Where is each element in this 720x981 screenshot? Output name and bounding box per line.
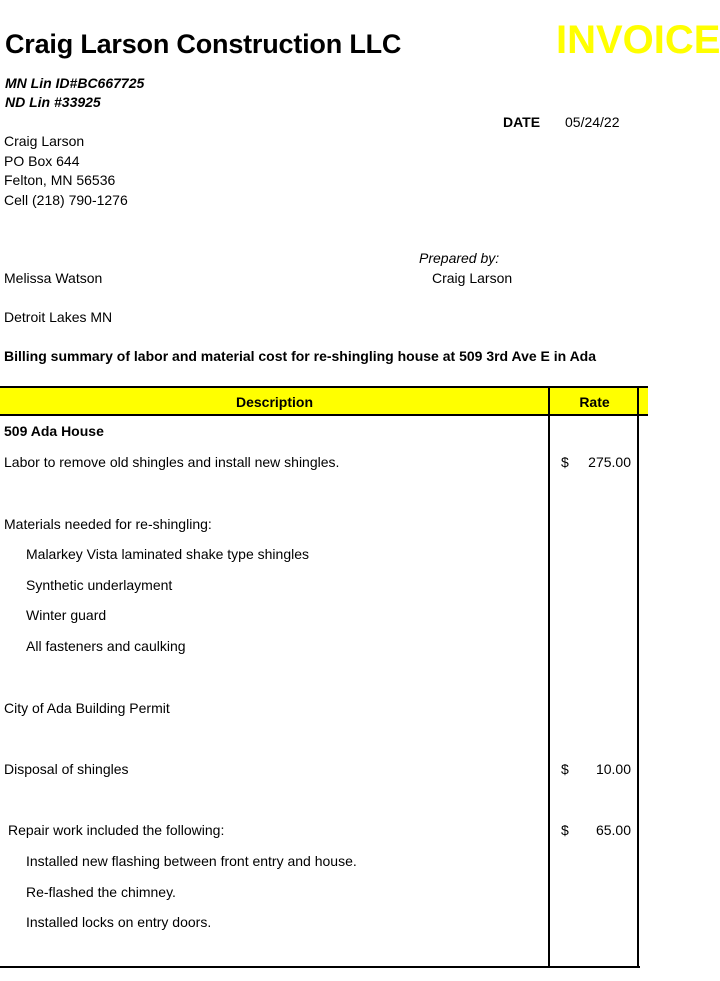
table-row: City of Ada Building Permit bbox=[4, 700, 170, 716]
prepared-by-label: Prepared by: bbox=[419, 250, 500, 266]
header-rate: Rate bbox=[579, 394, 610, 410]
table-row: Disposal of shingles bbox=[4, 761, 129, 777]
table-bottom-border bbox=[0, 966, 640, 968]
table-row: Installed locks on entry doors. bbox=[26, 914, 212, 930]
license-nd: ND Lin #33925 bbox=[5, 94, 101, 110]
table-row: Labor to remove old shingles and install new shingles. bbox=[4, 454, 340, 470]
table-row: Malarkey Vista laminated shake type shingles bbox=[26, 546, 310, 562]
date-value: 05/24/22 bbox=[565, 114, 620, 130]
table-row: Synthetic underlayment bbox=[26, 577, 173, 593]
table-row: Re-flashed the chimney. bbox=[26, 884, 176, 900]
billing-summary: Billing summary of labor and material cost for re-shingling house at 509 3rd Ave E in Ada bbox=[4, 348, 597, 364]
contractor-city: Felton, MN 56536 bbox=[4, 172, 116, 188]
table-header bbox=[0, 386, 648, 416]
table-row: 509 Ada House bbox=[4, 423, 104, 439]
column-divider bbox=[548, 386, 550, 968]
currency-symbol: $ bbox=[561, 822, 569, 838]
contractor-phone: Cell (218) 790-1276 bbox=[4, 192, 128, 208]
invoice-table bbox=[0, 386, 648, 969]
table-row: Materials needed for re-shingling: bbox=[4, 516, 212, 532]
header-description: Description bbox=[235, 394, 313, 410]
rate-amount: 65.00 bbox=[595, 822, 631, 838]
rate-amount: 10.00 bbox=[595, 761, 631, 777]
contractor-po-box: PO Box 644 bbox=[4, 153, 80, 169]
column-divider bbox=[637, 386, 639, 968]
invoice-title: INVOICE bbox=[556, 18, 720, 62]
currency-symbol: $ bbox=[561, 761, 569, 777]
license-mn: MN Lin ID#BC667725 bbox=[5, 75, 145, 91]
client-name: Melissa Watson bbox=[4, 270, 103, 286]
table-row: Winter guard bbox=[26, 607, 107, 623]
client-location: Detroit Lakes MN bbox=[4, 309, 113, 325]
table-row: Repair work included the following: bbox=[8, 822, 225, 838]
prepared-by-name: Craig Larson bbox=[432, 270, 513, 286]
currency-symbol: $ bbox=[561, 454, 569, 470]
company-name: Craig Larson Construction LLC bbox=[5, 29, 402, 59]
table-row: All fasteners and caulking bbox=[26, 638, 186, 654]
contractor-name: Craig Larson bbox=[4, 133, 85, 149]
table-row: Installed new flashing between front entry and house. bbox=[26, 853, 357, 869]
rate-amount: 275.00 bbox=[588, 454, 631, 470]
date-label: DATE bbox=[503, 114, 541, 130]
